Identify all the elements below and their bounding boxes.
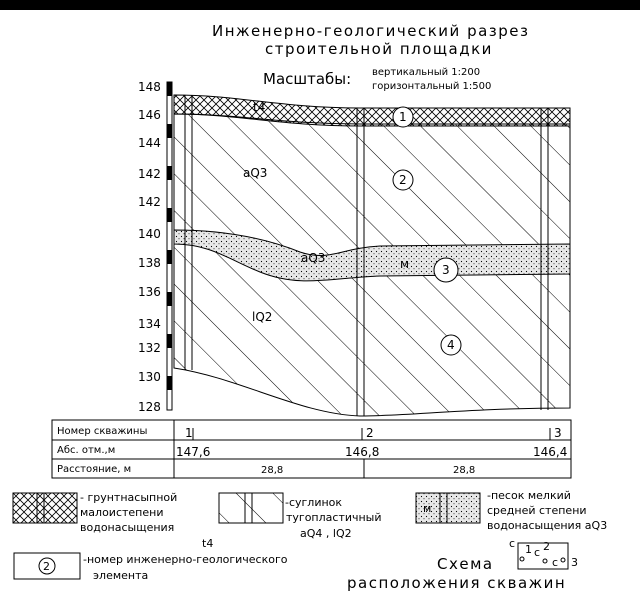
borehole-table	[52, 420, 571, 478]
title-line-1: Инженерно-геологический разрез	[212, 22, 530, 40]
elevation-3: 146,4	[533, 445, 568, 459]
element-2-number: 2	[399, 173, 407, 187]
axis-tick-128: 128	[138, 400, 161, 414]
table-row-elev-label: Абс. отм.,м	[57, 445, 116, 456]
distance-1: 28,8	[261, 465, 284, 476]
element-1-number: 1	[399, 110, 407, 124]
element-4-marker	[441, 335, 461, 355]
distance-2: 28,8	[453, 465, 476, 476]
scheme-pt-3: 3	[571, 556, 578, 569]
axis-tick-146: 146	[138, 108, 161, 122]
element-2-marker	[393, 170, 413, 190]
element-4-number: 4	[447, 338, 455, 352]
legend-fill-soil	[13, 491, 213, 550]
label-t4: t4	[253, 100, 266, 114]
scheme-title: Схема	[437, 555, 494, 573]
scale-horizontal: горизонтальный 1:500	[372, 81, 492, 92]
legend-elem-l2: элемента	[93, 569, 149, 582]
elevation-axis	[138, 80, 172, 414]
axis-tick-142b: 142	[138, 195, 161, 209]
legend-fill-sub: t4	[202, 537, 214, 550]
axis-tick-138: 138	[138, 256, 161, 270]
axis-tick-134: 134	[138, 317, 161, 331]
axis-tick-148: 148	[138, 80, 161, 94]
table-row-wells-label: Номер скважины	[57, 426, 148, 437]
legend-fill-l2: малоистепени	[80, 506, 164, 519]
label-aQ3-sand: aQ3	[301, 251, 326, 265]
label-aQ3: aQ3	[243, 166, 268, 180]
scales-label: Масштабы:	[263, 70, 352, 88]
legend-sand-l2: средней степени	[487, 504, 587, 517]
element-1-marker	[393, 107, 413, 127]
legend-fill-l1: - грунтнасыпной	[80, 491, 178, 504]
scheme-pt-1: 1	[525, 543, 532, 556]
well-number-2: 2	[366, 426, 374, 440]
scheme-pt-c3: с	[552, 556, 559, 569]
axis-tick-140: 140	[138, 227, 161, 241]
axis-tick-144: 144	[138, 136, 161, 150]
legend-sand	[416, 489, 607, 532]
elevation-2: 146,8	[345, 445, 380, 459]
element-3-marker	[434, 258, 458, 282]
table-row-dist-label: Расстояние, м	[57, 464, 132, 475]
label-m: м	[400, 257, 410, 271]
element-3-number: 3	[442, 263, 450, 277]
scale-vertical: вертикальный 1:200	[372, 67, 481, 78]
legend-sand-l3: водонасыщения aQ3	[487, 519, 608, 532]
legend-fill-l3: водонасыщения	[80, 521, 175, 534]
label-lQ2: lQ2	[252, 310, 273, 324]
legend-loam-sub: aQ4 , lQ2	[300, 527, 352, 540]
axis-tick-132: 132	[138, 341, 161, 355]
scheme-pt-c2: с	[534, 546, 541, 559]
axis-tick-136: 136	[138, 285, 161, 299]
well-number-3: 3	[554, 426, 562, 440]
axis-tick-142a: 142	[138, 167, 161, 181]
legend-element	[14, 553, 288, 582]
title-line-2: строительной площадки	[265, 40, 493, 58]
scheme-caption: расположения скважин	[347, 574, 567, 592]
legend-sand-l1: -песок мелкий	[487, 489, 571, 502]
legend-loam	[219, 493, 382, 540]
scheme-pt-c1: с	[509, 537, 516, 550]
axis-tick-130: 130	[138, 370, 161, 384]
scheme-pt-2: 2	[543, 540, 550, 553]
legend-sand-m: м	[423, 502, 432, 515]
elevation-1: 147,6	[176, 445, 211, 459]
legend-loam-l1: -суглинок	[285, 496, 343, 509]
well-number-1: 1	[185, 426, 193, 440]
section-body	[174, 95, 570, 416]
borehole-scheme	[347, 537, 578, 592]
legend-elem-l1: -номер инженерно-геологического	[83, 553, 288, 566]
legend-loam-l2: тугопластичный	[286, 511, 382, 524]
legend-elem-num: 2	[43, 560, 50, 573]
